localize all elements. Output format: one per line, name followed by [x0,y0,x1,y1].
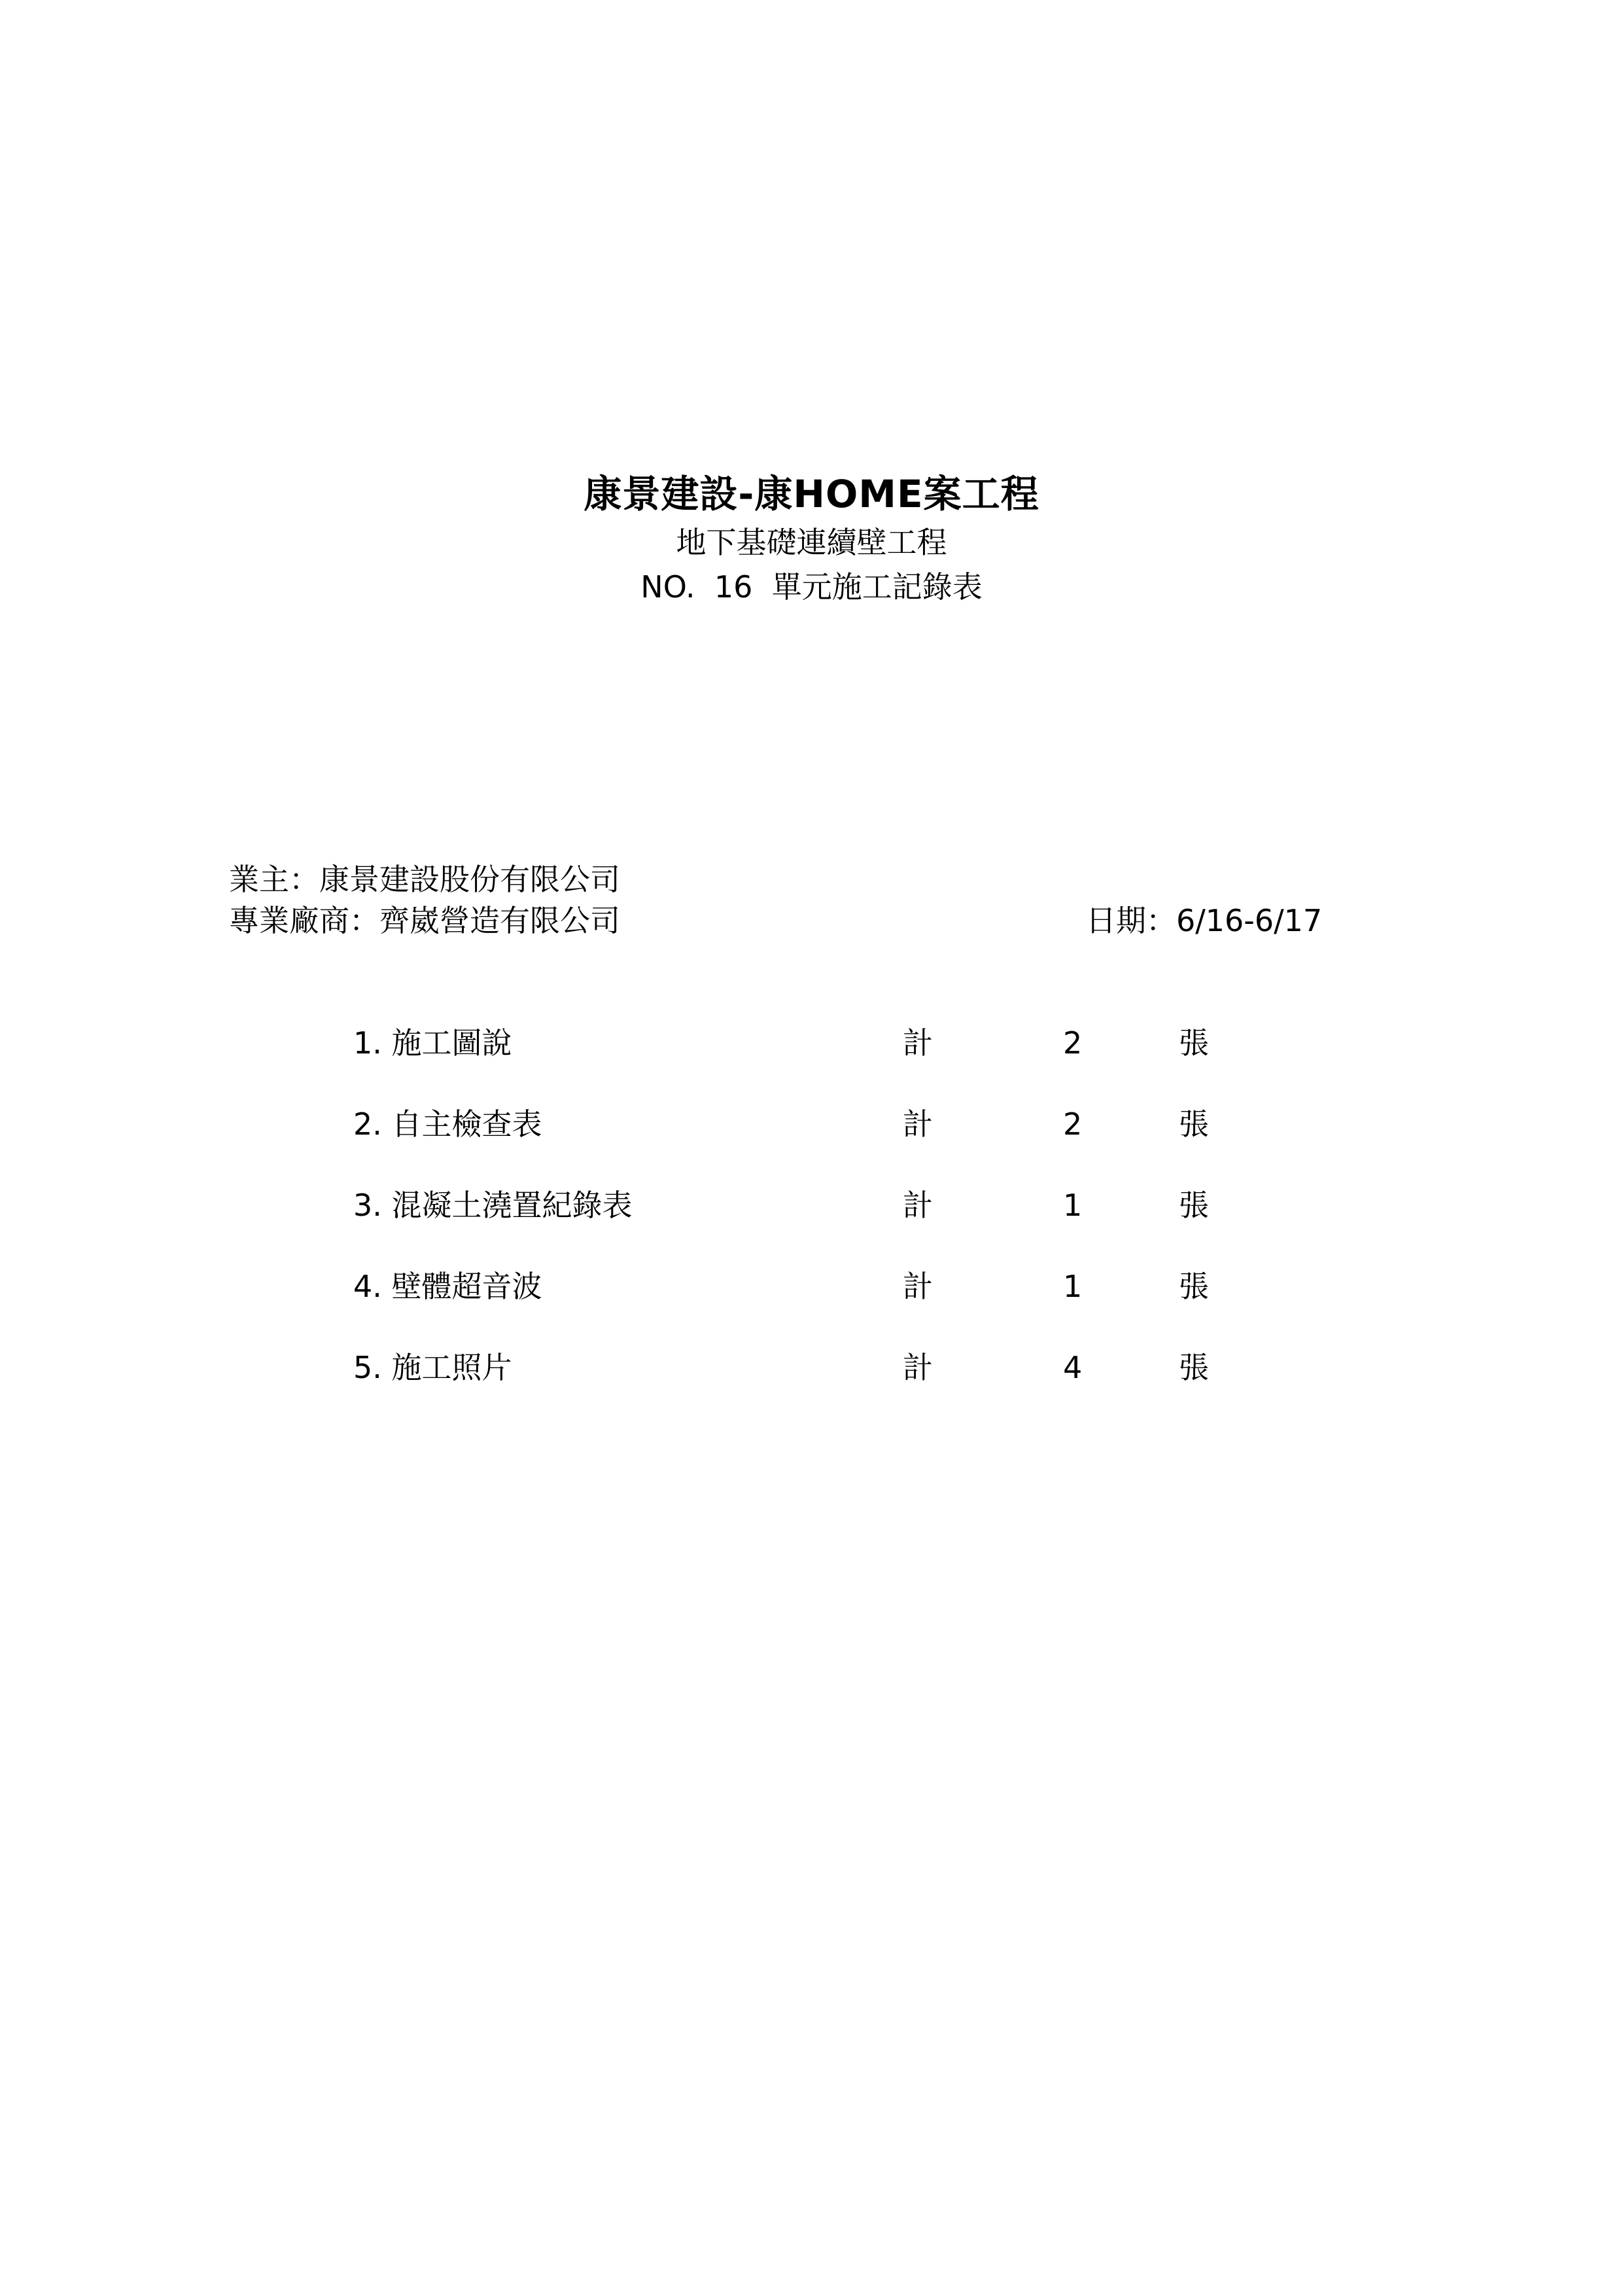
item-count: 2 [1063,1025,1083,1061]
item-count: 2 [1063,1106,1083,1142]
item-total-label: 計 [903,1269,933,1304]
item-list [353,1021,1335,1426]
owner-row [229,859,1341,900]
item-unit: 張 [1179,1188,1209,1223]
owner-text: 業主：康景建設股份有限公司 [229,862,620,897]
page-subtitle: 地下基礎連續壁工程 [676,525,947,560]
info-block [229,859,1341,942]
item-label: 1. 施工圖說 [353,1025,512,1061]
item-total-label: 計 [903,1025,933,1061]
list-item [353,1021,1335,1102]
page-title: 康景建設-康HOME案工程 [584,472,1039,516]
item-unit: 張 [1179,1106,1209,1142]
item-unit: 張 [1179,1269,1209,1304]
item-count: 4 [1063,1350,1083,1385]
contractor-row [229,900,1341,942]
date-text: 日期：6/16-6/17 [1086,903,1323,938]
item-label: 2. 自主檢查表 [353,1106,542,1142]
item-unit: 張 [1179,1350,1209,1385]
unit-record-title: NO. 16 單元施工記錄表 [640,569,983,605]
item-label: 3. 混凝土澆置紀錄表 [353,1188,633,1223]
item-count: 1 [1063,1269,1083,1304]
item-label: 4. 壁體超音波 [353,1269,542,1304]
list-item [353,1264,1335,1345]
item-total-label: 計 [903,1188,933,1223]
item-label: 5. 施工照片 [353,1350,512,1385]
item-unit: 張 [1179,1025,1209,1061]
document-header [0,468,1623,609]
contractor-text: 專業廠商：齊崴營造有限公司 [229,903,620,938]
list-item [353,1102,1335,1183]
list-item [353,1345,1335,1426]
item-total-label: 計 [903,1106,933,1142]
item-total-label: 計 [903,1350,933,1385]
list-item [353,1183,1335,1264]
item-count: 1 [1063,1188,1083,1223]
